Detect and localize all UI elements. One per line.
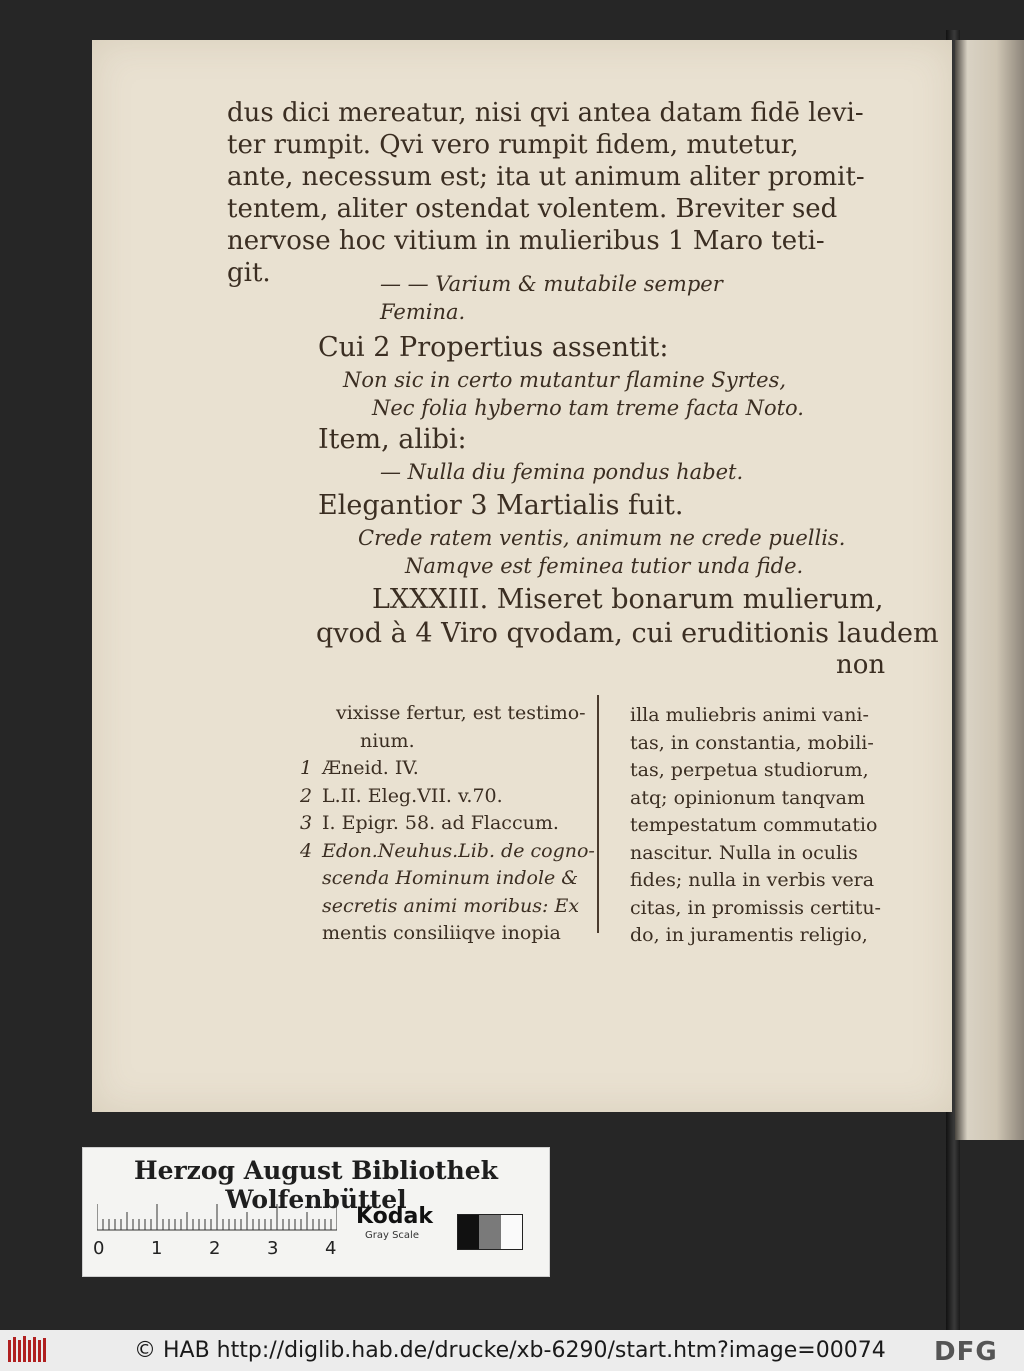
gray-scale-caption: Gray Scale	[365, 1230, 419, 1241]
quote-virgil-line1: — — Varium & mutabile semper	[380, 272, 723, 296]
ruler-scale	[97, 1200, 337, 1236]
swatch-gray	[479, 1215, 500, 1249]
footnote-marker: 1	[300, 757, 313, 779]
catchword: non	[836, 650, 886, 680]
footnote-continuation: nium.	[360, 729, 415, 752]
ruler-number: 1	[151, 1238, 163, 1259]
footnote-marker: 2	[300, 784, 313, 807]
swatch-white	[501, 1215, 522, 1249]
text-line: git.	[227, 258, 271, 288]
quote-virgil-line2: Femina.	[380, 300, 466, 324]
footnote-line: nascitur. Nulla in oculis	[630, 841, 858, 864]
dfg-logo-icon: DFG	[934, 1337, 998, 1367]
footnote-line: tas, perpetua studiorum,	[630, 759, 869, 781]
footnotes-right	[630, 702, 890, 950]
footnote-text: Edon.Neuhus.Lib. de cogno-	[322, 839, 595, 862]
footnote-3	[300, 810, 590, 838]
footnote-line: illa muliebris animi vani-	[630, 704, 869, 726]
text-line: nervose hoc vitium in mulieribus 1 Maro teti-	[227, 226, 825, 256]
footnote-line: atq; opinionum tanqvam	[630, 786, 865, 809]
gray-scale-swatches	[457, 1214, 523, 1250]
footnote-line: tempestatum commutatio	[630, 814, 878, 836]
item-alibi-line: Item, alibi:	[318, 424, 467, 455]
quote-propertius-line1: Non sic in certo mutantur flamine Syrtes,	[343, 368, 787, 392]
footnote-text: I. Epigr. 58. ad Flaccum.	[322, 812, 559, 834]
ruler-number: 4	[325, 1238, 337, 1259]
hab-logo-icon	[6, 1334, 50, 1366]
footnote-line: citas, in promissis certitu-	[630, 896, 881, 919]
library-name: Herzog August Bibliothek Wolfenbüttel	[133, 1156, 499, 1214]
section-lxxxiii-line1: LXXXIII. Miseret bonarum mulierum,	[372, 584, 884, 615]
swatch-black	[458, 1215, 479, 1249]
copyright-url: © HAB http://diglib.hab.de/drucke/xb-6290/start.htm?image=00074	[134, 1338, 886, 1363]
next-page-edge	[955, 40, 1024, 1140]
ruler-number: 2	[209, 1238, 221, 1259]
section-lxxxiii-line2: qvod à 4 Viro qvodam, cui eruditionis laudem	[316, 618, 939, 649]
footnote-2	[300, 783, 590, 811]
footnote-4	[300, 838, 595, 866]
footnote-continuation: vixisse fertur, est testimo-	[336, 702, 586, 724]
elegantior-line: Elegantior 3 Martialis fuit.	[318, 490, 684, 521]
quote-martial-line1: Crede ratem ventis, animum ne crede puellis.	[358, 526, 846, 550]
footnote-marker: 4	[300, 839, 313, 862]
footnote-text: Æneid. IV.	[322, 757, 419, 779]
column-divider	[597, 695, 599, 933]
footer-bar	[0, 1330, 1024, 1371]
footnote-1	[300, 755, 590, 783]
footnote-4-continuation: mentis consiliiqve inopia	[322, 922, 561, 944]
quote-martial-line2: Namqve est feminea tutior unda fide.	[405, 554, 804, 578]
ruler-number: 3	[267, 1238, 279, 1259]
quote-nulla-line: — Nulla diu femina pondus habet.	[380, 460, 744, 484]
text-line: dus dici mereatur, nisi qvi antea datam fidē levi-	[227, 98, 864, 128]
footnotes-left	[300, 700, 595, 948]
quote-propertius-line2: Nec folia hyberno tam treme facta Noto.	[372, 396, 804, 420]
footnote-marker: 3	[300, 812, 313, 834]
text-line: ante, necessum est; ita ut animum aliter promit-	[227, 162, 865, 192]
footnote-line: fides; nulla in verbis vera	[630, 869, 875, 891]
main-text	[227, 97, 897, 289]
cui-propertius-line: Cui 2 Propertius assentit:	[318, 332, 669, 363]
kodak-logo: Kodak	[356, 1204, 433, 1229]
footnote-line: do, in juramentis religio,	[630, 924, 868, 946]
ruler-number: 0	[93, 1238, 105, 1259]
footnote-text: L.II. Eleg.VII. v.70.	[322, 784, 503, 807]
footnote-line: tas, in constantia, mobili-	[630, 731, 874, 754]
footnote-4-continuation: scenda Hominum indole &	[322, 867, 579, 889]
text-line: tentem, aliter ostendat volentem. Breviter sed	[227, 194, 838, 224]
footnote-4-continuation: secretis animi moribus: Ex	[322, 894, 580, 917]
library-label	[82, 1147, 550, 1277]
text-line: ter rumpit. Qvi vero rumpit fidem, mutetur,	[227, 130, 799, 160]
